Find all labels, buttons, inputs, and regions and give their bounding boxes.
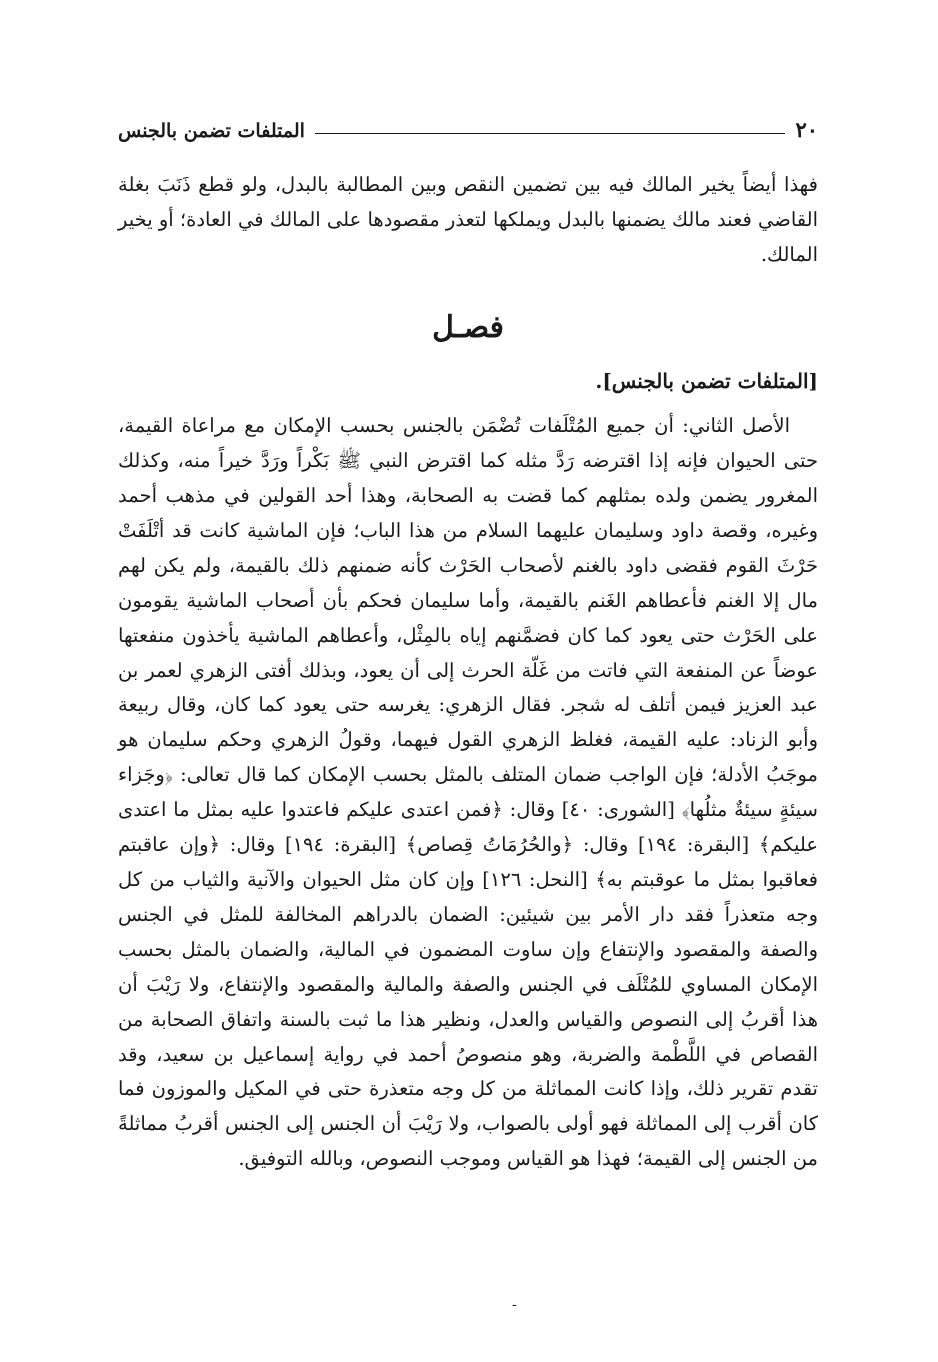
intro-paragraph: فهذا أيضاً يخير المالك فيه بين تضمين النقص وبين المطالبة بالبدل، ولو قطع ذَنَبَ بغلة القاضي فعند مالك يضمنها بالبدل ويملكها لتعذر مقصودها على المالك في العادة؛ أو يخير المالك. <box>118 173 818 266</box>
footer-mark: - <box>512 1297 517 1313</box>
section-heading: فصـل <box>432 310 504 346</box>
page-content <box>118 168 818 1177</box>
section-subheading: [المتلفات تضمن بالجنس]. <box>595 369 818 394</box>
header-rule <box>315 133 786 134</box>
running-title: المتلفات تضمن بالجنس <box>118 120 305 142</box>
section-body-paragraph: الأصل الثاني: أن جميع المُتْلَفات تُضْمَن بالجنس بحسب الإمكان مع مراعاة القيمة، حتى الحيوان فإنه إذا اقترضه رَدَّ مثله كما اقترض النبي ﷺ بَكْراً ورَدَّ خيراً منه، وكذلك المغرور يضمن ولده بمثلهم كما قضت به الصحابة، وهذا أحد القولين في مذهب أحمد وغيره، وقصة داود وسليمان عليهما السلام من هذا الباب؛ فإن الماشية كانت قد أتْلَفَتْ حَرْثَ القوم فقضى داود بالغنم لأصحاب الحَرْث كأنه ضمنهم ذلك بالقيمة، ولم يكن لهم مال إلا الغنم فأعطاهم الغَنم بالقيمة، وأما سليمان فحكم بأن أصحاب الماشية يقومون على الحَرْث حتى يعود كما كان فضمَّنهم إياه بالمِثْل، وأعطاهم الماشية يأخذون منفعتها عوضاً عن المنفعة التي فاتت من غَلّة الحرث إلى أن يعود، وبذلك أفتى الزهري لعمر بن عبد العزيز فيمن أتلف له شجر. فقال الزهري: يغرسه حتى يعود كما كان، وقال ربيعة وأبو الزناد: عليه القيمة، فغلظ الزهري القول فيهما، وقولُ الزهري وحكم سليمان هو موجَبُ الأدلة؛ فإن الواجب ضمان المتلف بالمثل بحسب الإمكان كما قال تعالى: ﴿وجَزاء سيئةٍ سيئةٌ مثلُها﴾ [الشورى: ٤٠] وقال: ﴿فمن اعتدى عليكم فاعتدوا عليه بمثل ما اعتدى عليكم﴾ [البقرة: ١٩٤] وقال: ﴿والحُرُمَاتُ قِصاص﴾ [البقرة: ١٩٤] وقال: ﴿وإن عاقبتم فعاقبوا بمثل ما عوقبتم به﴾ [النحل: ١٢٦] وإن كان مثل الحيوان والآنية والثياب من كل وجه متعذراً فقد دار الأمر بين شيئين: الضمان بالدراهم المخالفة للمثل في الجنس والصفة والمقصود والإنتفاع وإن ساوت المضمون في المالية، والضمان بالمثل بحسب الإمكان المساوي للمُتْلَف في الجنس والصفة والمالية والمقصود والإنتفاع، ولا رَيْبَ أن هذا أقربُ إلى النصوص والقياس والعدل، ونظير هذا ما ثبت بالسنة واتفاق الصحابة من القصاص في اللَّطْمة والضربة، وهو منصوصُ أحمد في رواية إسماعيل بن سعيد، وقد تقدم تقرير ذلك، وإذا كانت المماثلة من كل وجه متعذرة حتى في المكيل والموزون فما كان أقرب إلى المماثلة فهو أولى بالصواب، ولا رَيْبَ أن الجنس إلى الجنس أقربُ مماثلةً من الجنس إلى القيمة؛ فهذا هو القياس وموجب النصوص، وبالله التوفيق. <box>118 414 818 1171</box>
running-header <box>118 112 818 142</box>
page-number: ٢٠ <box>795 117 818 142</box>
